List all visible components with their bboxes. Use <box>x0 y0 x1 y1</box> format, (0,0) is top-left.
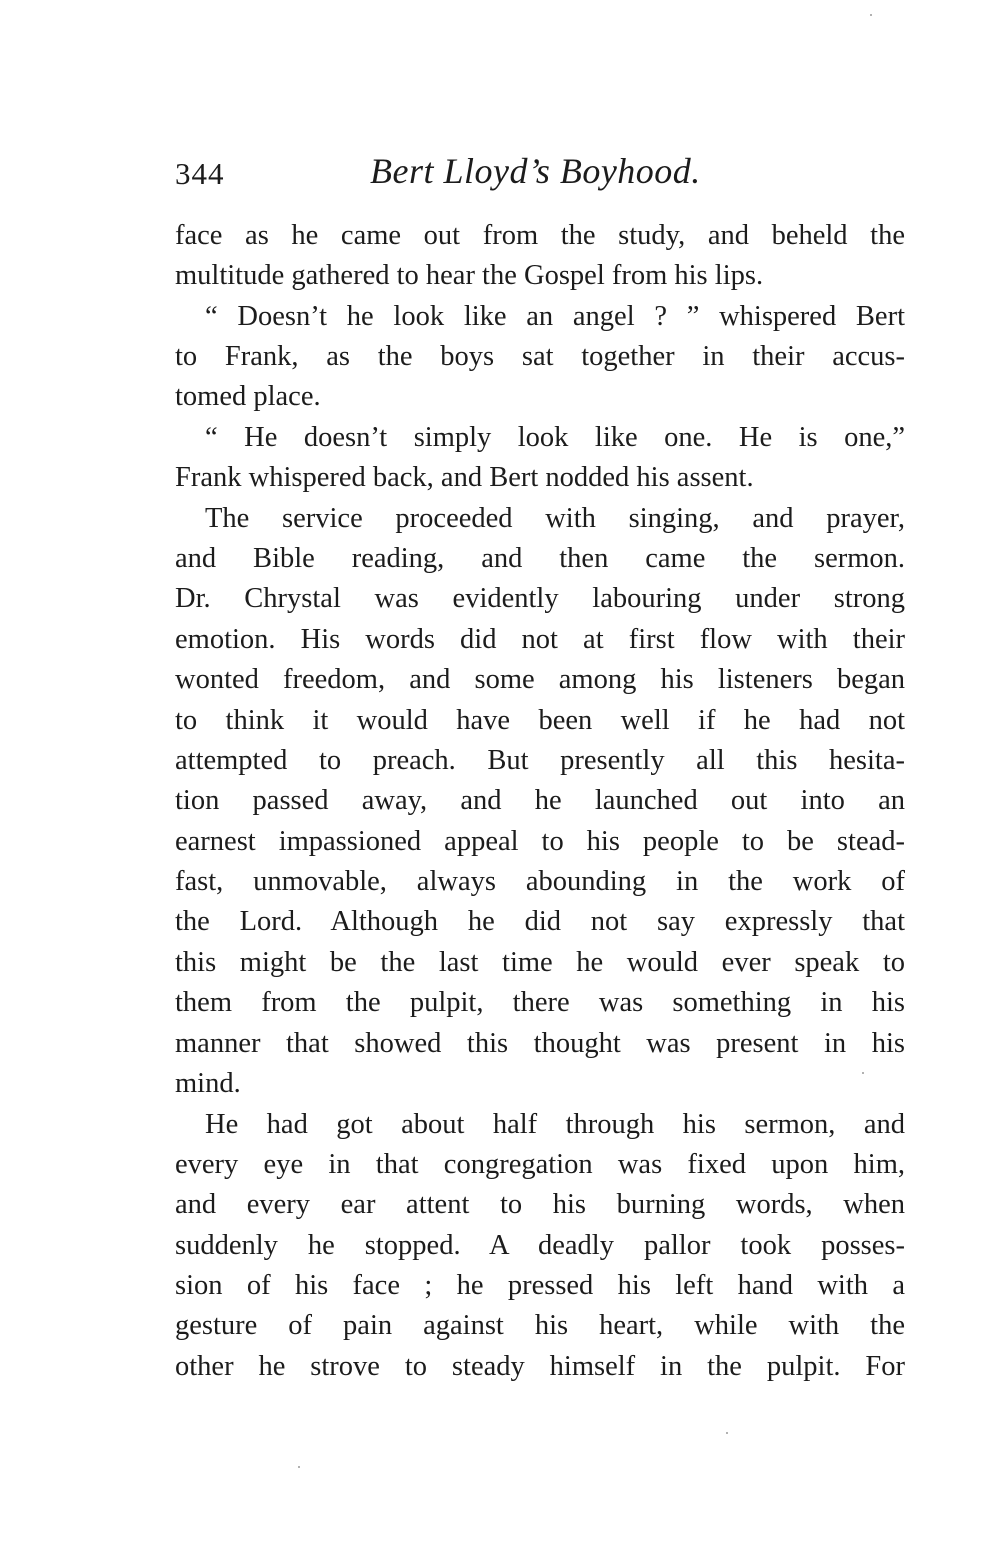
text-line: attempted to preach. But presently all this hesita- <box>175 745 905 776</box>
page-header <box>175 150 905 200</box>
text-line: and Bible reading, and then came the sermon. <box>175 543 905 574</box>
text-line: other he strove to steady himself in the pulpit. For <box>175 1351 905 1382</box>
paper-speck <box>862 1072 864 1074</box>
text-line: emotion. His words did not at first flow with their <box>175 624 905 655</box>
paper-speck <box>726 1432 728 1434</box>
text-line: “ Doesn’t he look like an angel ? ” whispered Bert <box>205 301 905 332</box>
text-line: earnest impassioned appeal to his people to be stead- <box>175 826 905 857</box>
text-line: multitude gathered to hear the Gospel from his lips. <box>175 260 764 291</box>
text-line: the Lord. Although he did not say expressly that <box>175 906 905 937</box>
text-line: wonted freedom, and some among his listeners began <box>175 664 905 695</box>
text-line: fast, unmovable, always abounding in the work of <box>175 866 905 897</box>
text-line: mind. <box>175 1068 241 1099</box>
text-line: suddenly he stopped. A deadly pallor took posses- <box>175 1230 905 1261</box>
text-line: He had got about half through his sermon, and <box>205 1109 905 1140</box>
text-line: Dr. Chrystal was evidently labouring under strong <box>175 583 905 614</box>
text-line: manner that showed this thought was present in his <box>175 1028 905 1059</box>
text-line: tomed place. <box>175 381 321 412</box>
text-line: to Frank, as the boys sat together in their accus- <box>175 341 905 372</box>
text-line: this might be the last time he would ever speak to <box>175 947 905 978</box>
page-number: 344 <box>175 156 225 191</box>
text-line: gesture of pain against his heart, while with the <box>175 1310 905 1341</box>
text-line: and every ear attent to his burning words, when <box>175 1189 905 1220</box>
text-line: every eye in that congregation was fixed upon him, <box>175 1149 905 1180</box>
text-line: them from the pulpit, there was something in his <box>175 987 905 1018</box>
text-line: The service proceeded with singing, and prayer, <box>205 503 905 534</box>
text-line: face as he came out from the study, and beheld the <box>175 220 905 251</box>
text-line: “ He doesn’t simply look like one. He is one,” <box>205 422 905 453</box>
text-line: sion of his face ; he pressed his left hand with a <box>175 1270 905 1301</box>
text-line: to think it would have been well if he had not <box>175 705 905 736</box>
text-line: Frank whispered back, and Bert nodded his assent. <box>175 462 754 493</box>
paper-speck <box>870 14 872 16</box>
text-line: tion passed away, and he launched out into an <box>175 785 905 816</box>
running-title: Bert Lloyd’s Boyhood. <box>370 151 701 191</box>
paper-speck <box>298 1466 300 1468</box>
